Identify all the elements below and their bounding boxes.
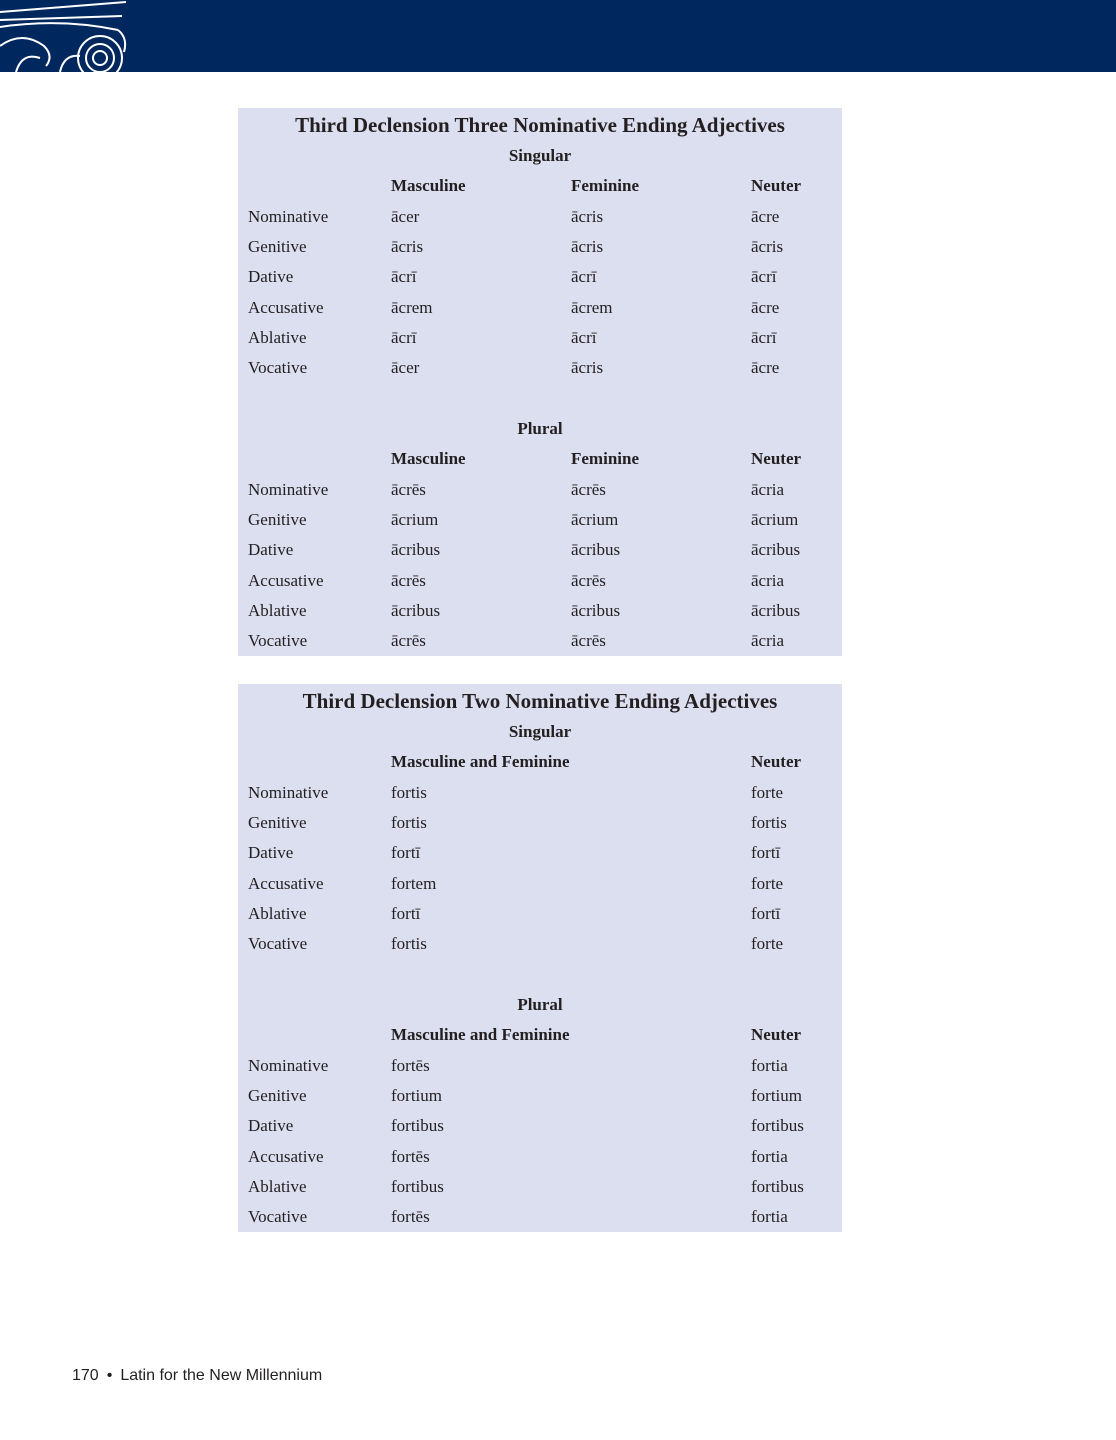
form-neuter: ācribus bbox=[751, 601, 801, 620]
form-neuter: ācria bbox=[751, 631, 785, 650]
table-row bbox=[238, 929, 842, 959]
table-row bbox=[238, 1081, 842, 1111]
header-neuter: Neuter bbox=[751, 176, 802, 195]
case-name: Accusative bbox=[248, 298, 324, 317]
form-neuter: forte bbox=[751, 783, 784, 802]
case-name: Dative bbox=[248, 540, 294, 559]
form-masculine: ācrēs bbox=[391, 631, 426, 650]
form-neuter: forte bbox=[751, 874, 784, 893]
plural-label: Plural bbox=[517, 995, 563, 1014]
form-masculine: ācer bbox=[391, 207, 420, 226]
form-masculine: ācribus bbox=[391, 540, 441, 559]
case-name: Genitive bbox=[248, 813, 307, 832]
header-feminine: Feminine bbox=[571, 176, 639, 195]
table-row bbox=[238, 899, 842, 929]
form-masculine: ācrium bbox=[391, 510, 439, 529]
table-row bbox=[238, 1172, 842, 1202]
table-row bbox=[238, 1051, 842, 1081]
table-row bbox=[238, 626, 842, 656]
form-feminine: ācrī bbox=[571, 267, 597, 286]
plural-label: Plural bbox=[517, 419, 563, 438]
form-masculine: ācrī bbox=[391, 267, 417, 286]
form-feminine: ācrī bbox=[571, 328, 597, 347]
form-neuter: fortī bbox=[751, 843, 781, 862]
column-headers bbox=[238, 444, 842, 474]
form-neuter: fortia bbox=[751, 1147, 788, 1166]
case-name: Nominative bbox=[248, 783, 329, 802]
two-ending-table bbox=[238, 684, 842, 1232]
form-feminine: ācris bbox=[571, 237, 604, 256]
case-name: Accusative bbox=[248, 571, 324, 590]
case-name: Accusative bbox=[248, 874, 324, 893]
case-name: Dative bbox=[248, 1116, 294, 1135]
form-masculine-feminine: fortēs bbox=[391, 1056, 430, 1075]
table-title: Third Declension Three Nominative Ending Adjectives bbox=[295, 113, 785, 137]
header-feminine: Feminine bbox=[571, 449, 639, 468]
form-masculine-feminine: fortī bbox=[391, 904, 421, 923]
form-neuter: ācribus bbox=[751, 540, 801, 559]
footer-separator: • bbox=[106, 1367, 113, 1384]
table-row bbox=[238, 232, 842, 262]
form-neuter: ācris bbox=[751, 237, 784, 256]
header-masculine-feminine: Masculine and Feminine bbox=[391, 752, 570, 771]
form-masculine-feminine: fortem bbox=[391, 874, 437, 893]
table-row bbox=[238, 535, 842, 565]
form-neuter: fortis bbox=[751, 813, 787, 832]
case-name: Nominative bbox=[248, 207, 329, 226]
form-feminine: ācrium bbox=[571, 510, 619, 529]
table-row bbox=[238, 323, 842, 353]
table-row bbox=[238, 505, 842, 535]
table-row bbox=[238, 353, 842, 383]
form-neuter: ācrī bbox=[751, 328, 777, 347]
table-row bbox=[238, 1142, 842, 1172]
header-neuter: Neuter bbox=[751, 449, 802, 468]
header-masculine: Masculine bbox=[391, 449, 466, 468]
form-masculine-feminine: fortibus bbox=[391, 1116, 444, 1135]
header-neuter: Neuter bbox=[751, 752, 802, 771]
form-masculine: ācrem bbox=[391, 298, 433, 317]
table-row bbox=[238, 566, 842, 596]
page-footer bbox=[72, 1364, 322, 1388]
case-name: Nominative bbox=[248, 1056, 329, 1075]
table-row bbox=[238, 808, 842, 838]
form-neuter: ācria bbox=[751, 480, 785, 499]
table-row bbox=[238, 293, 842, 323]
case-name: Accusative bbox=[248, 1147, 324, 1166]
ionic-capital-icon bbox=[0, 0, 130, 72]
case-name: Ablative bbox=[248, 904, 307, 923]
case-name: Ablative bbox=[248, 1177, 307, 1196]
form-neuter: ācre bbox=[751, 207, 780, 226]
form-feminine: ācris bbox=[571, 207, 604, 226]
form-masculine-feminine: fortī bbox=[391, 843, 421, 862]
form-neuter: forte bbox=[751, 934, 784, 953]
form-masculine: ācrēs bbox=[391, 571, 426, 590]
table-row bbox=[238, 778, 842, 808]
form-masculine-feminine: fortis bbox=[391, 813, 427, 832]
form-feminine: ācrēs bbox=[571, 480, 606, 499]
case-name: Genitive bbox=[248, 1086, 307, 1105]
form-neuter: fortibus bbox=[751, 1116, 804, 1135]
form-masculine-feminine: fortēs bbox=[391, 1207, 430, 1226]
column-headers bbox=[238, 1020, 842, 1050]
header-masculine-feminine: Masculine and Feminine bbox=[391, 1025, 570, 1044]
form-masculine: ācrī bbox=[391, 328, 417, 347]
singular-label: Singular bbox=[508, 146, 572, 165]
form-masculine-feminine: fortium bbox=[391, 1086, 442, 1105]
table-row bbox=[238, 1111, 842, 1141]
form-masculine: ācribus bbox=[391, 601, 441, 620]
form-feminine: ācribus bbox=[571, 540, 621, 559]
form-masculine-feminine: fortis bbox=[391, 934, 427, 953]
table-row bbox=[238, 202, 842, 232]
form-feminine: ācrem bbox=[571, 298, 613, 317]
form-neuter: fortia bbox=[751, 1207, 788, 1226]
case-name: Ablative bbox=[248, 601, 307, 620]
case-name: Ablative bbox=[248, 328, 307, 347]
case-name: Nominative bbox=[248, 480, 329, 499]
case-name: Genitive bbox=[248, 510, 307, 529]
case-name: Vocative bbox=[248, 358, 308, 377]
table-row bbox=[238, 1202, 842, 1232]
table-title: Third Declension Two Nominative Ending Adjectives bbox=[302, 689, 778, 713]
form-feminine: ācris bbox=[571, 358, 604, 377]
form-masculine: ācris bbox=[391, 237, 424, 256]
form-feminine: ācrēs bbox=[571, 631, 606, 650]
form-masculine-feminine: fortēs bbox=[391, 1147, 430, 1166]
form-feminine: ācrēs bbox=[571, 571, 606, 590]
column-headers bbox=[238, 171, 842, 201]
table-row bbox=[238, 869, 842, 899]
form-feminine: ācribus bbox=[571, 601, 621, 620]
header-band bbox=[0, 0, 1116, 72]
page-number: 170 bbox=[72, 1367, 99, 1384]
header-neuter: Neuter bbox=[751, 1025, 802, 1044]
form-neuter: ācre bbox=[751, 358, 780, 377]
form-neuter: ācria bbox=[751, 571, 785, 590]
form-neuter: fortibus bbox=[751, 1177, 804, 1196]
form-neuter: fortī bbox=[751, 904, 781, 923]
case-name: Dative bbox=[248, 843, 294, 862]
table-row bbox=[238, 596, 842, 626]
form-masculine-feminine: fortis bbox=[391, 783, 427, 802]
three-ending-table bbox=[238, 108, 842, 656]
case-name: Vocative bbox=[248, 1207, 308, 1226]
case-name: Vocative bbox=[248, 934, 308, 953]
case-name: Dative bbox=[248, 267, 294, 286]
form-masculine-feminine: fortibus bbox=[391, 1177, 444, 1196]
header-masculine: Masculine bbox=[391, 176, 466, 195]
column-headers bbox=[238, 747, 842, 777]
case-name: Vocative bbox=[248, 631, 308, 650]
form-neuter: ācrī bbox=[751, 267, 777, 286]
case-name: Genitive bbox=[248, 237, 307, 256]
form-masculine: ācer bbox=[391, 358, 420, 377]
form-neuter: ācre bbox=[751, 298, 780, 317]
form-neuter: ācrium bbox=[751, 510, 799, 529]
singular-label: Singular bbox=[508, 722, 572, 741]
table-row bbox=[238, 838, 842, 868]
form-neuter: fortia bbox=[751, 1056, 788, 1075]
book-title: Latin for the New Millennium bbox=[120, 1367, 323, 1384]
form-neuter: fortium bbox=[751, 1086, 802, 1105]
form-masculine: ācrēs bbox=[391, 480, 426, 499]
table-row bbox=[238, 475, 842, 505]
table-row bbox=[238, 262, 842, 292]
